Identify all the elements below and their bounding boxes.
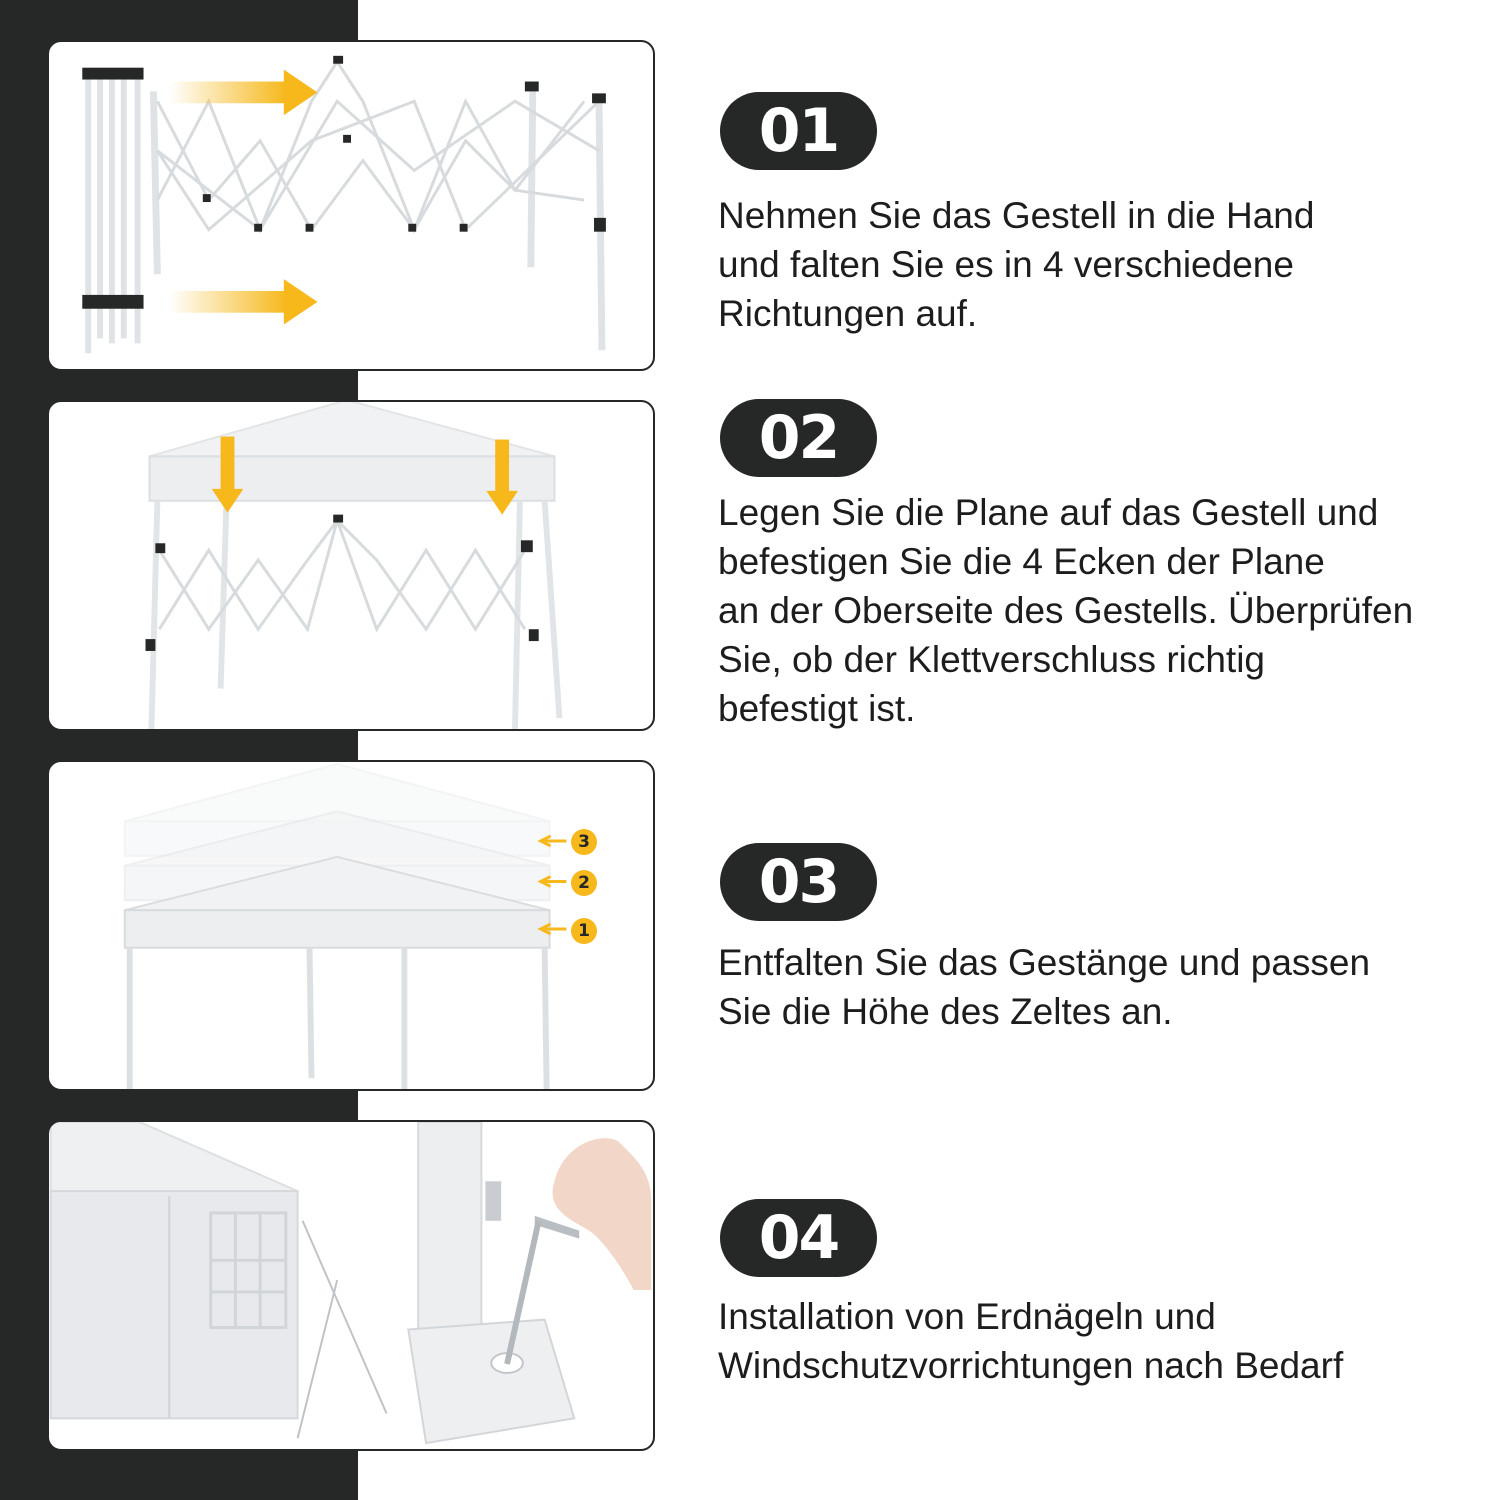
step-number-badge: 01 xyxy=(720,92,877,170)
ground-stakes-illustration xyxy=(49,1122,653,1449)
foot-plate xyxy=(408,1320,574,1443)
scissor-lattice xyxy=(159,521,525,630)
arrow-left-icon xyxy=(541,924,567,934)
frame-legs xyxy=(130,948,547,1089)
step-2-image-canopy-on-frame xyxy=(47,400,655,731)
step-1-image-frame-unfolding xyxy=(47,40,655,371)
arrow-left-icon xyxy=(541,877,567,887)
arrow-right-icon xyxy=(169,279,317,324)
step-description: Installation von Erdnägeln und Windschutzvorrichtungen nach Bedarf xyxy=(718,1296,1344,1386)
frame-unfolding-illustration xyxy=(49,42,653,369)
step-number-badge: 02 xyxy=(720,399,877,477)
step-number-badge: 03 xyxy=(720,843,877,921)
height-level-3-badge: 3 xyxy=(571,829,597,855)
step-description: Entfalten Sie das Gestänge und passen Sie die Höhe des Zeltes an. xyxy=(718,942,1371,1032)
arrow-right-icon xyxy=(169,70,317,115)
step-description: Legen Sie die Plane auf das Gestell und befestigen Sie die 4 Ecken der Plane an der Oberseite des Gestells. Überprüfen Sie, ob der Klettverschluss richtig befestigt ist. xyxy=(718,492,1414,729)
canopy-placing-illustration xyxy=(49,402,653,729)
step-number-badge: 04 xyxy=(720,1199,877,1277)
frame-legs xyxy=(151,501,559,729)
step-description: Nehmen Sie das Gestell in die Hand und falten Sie es in 4 verschiedene Richtungen auf. xyxy=(718,195,1315,334)
step-4-image-ground-stakes xyxy=(47,1120,655,1451)
height-adjust-illustration xyxy=(49,762,653,1089)
folded-frame xyxy=(88,72,137,354)
height-level-2-badge: 2 xyxy=(571,870,597,896)
arrow-left-icon xyxy=(541,836,567,846)
height-level-1-badge: 1 xyxy=(571,918,597,944)
hand-illustration xyxy=(553,1138,652,1290)
canopy-valance xyxy=(125,910,550,948)
step-3-image-height-adjust xyxy=(47,760,655,1091)
guy-rope xyxy=(303,1221,387,1414)
tent-pole xyxy=(418,1122,481,1349)
